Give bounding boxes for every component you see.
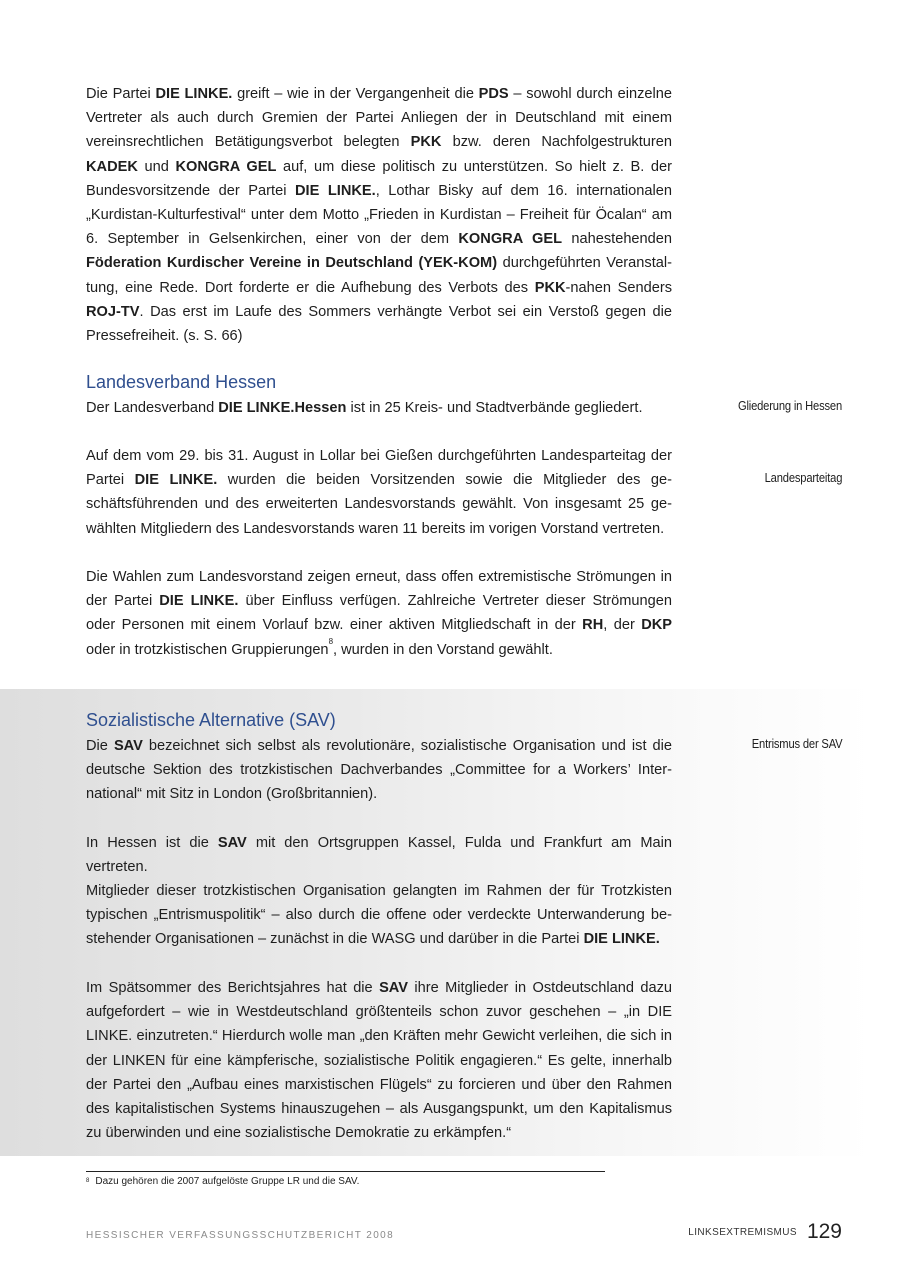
text-run: In Hessen ist die <box>86 835 218 851</box>
intro-paragraph <box>86 82 672 348</box>
bold-term: DIE LINKE. <box>155 86 233 102</box>
text-run: Die Wahlen zum Landesvorstand zeigen erneut, dass offen extremistische Strömungen in der Partei <box>86 569 672 610</box>
text-run: wurden die beiden Vorsitzenden sowie die Mitglieder des geschäftsführenden und des erweiterten Landesvorstands gewählt. Von insgesamt 25 gewählten Mitgliedern des Landesvorstands waren 11 bereits im vorigen Vorstand vertreten. <box>86 472 673 537</box>
bold-term: SAV <box>379 980 408 996</box>
footnote-divider <box>86 1171 605 1172</box>
footnote-reference: 8 <box>328 636 334 646</box>
bold-term: PKK <box>534 279 566 296</box>
text-run: Im Spätsommer des Berichtsjahres hat die <box>86 980 380 996</box>
heading-sav: Sozialistische Alternative (SAV) <box>86 710 336 730</box>
bold-term: SAV <box>217 835 247 851</box>
bold-term: Föderation Kurdischer Vereine in Deutschland (YEK-KOM) <box>86 255 498 272</box>
sav-paragraph-4 <box>86 976 672 1145</box>
bold-term: DKP <box>641 617 673 634</box>
text-run: Der Landesverband <box>86 400 219 416</box>
text-run: und <box>137 158 176 175</box>
text-run: nahestehenden <box>562 231 673 248</box>
bold-term: DIE LINKE.Hessen <box>218 400 347 416</box>
text-run: über Einfluss verfügen. Zahlreiche Vertreter dieser Strömungen oder Personen mit einem Vorlauf bzw. einer aktiven Mitgliedschaft in der <box>86 593 673 634</box>
text-run: Auf dem vom 29. bis 31. August in Lollar bei Gießen durchgeführten Landesparteitag der Partei <box>86 448 672 489</box>
text-run: – sowohl durch einzelne Vertreter als auch durch Gremien der Partei Anliegen der in Deutschland mit einem vereinsrechtlichen Betätigungsverbot belegten <box>86 86 672 151</box>
text-run: Die <box>86 738 114 754</box>
footnote-text: Dazu gehören die 2007 aufgelöste Gruppe LR und die SAV. <box>95 1176 360 1187</box>
footnote-number: 8 <box>86 1178 90 1184</box>
bold-term: RH <box>582 617 604 634</box>
text-run: , Lothar Bisky auf dem 16. internationalen „Kurdistan-Kulturfestival“ unter dem Motto „Frieden in Kurdistan – Freiheit für Öcalan“ am 6. September in Gelsenkirchen, einer von der dem <box>86 182 672 248</box>
text-run: oder in trotzkistischen Gruppierungen <box>86 641 329 658</box>
text-run: greift – wie in der Vergangenheit die <box>232 86 479 102</box>
sav-paragraph-2 <box>86 831 672 879</box>
bold-term: ROJ-TV <box>86 303 140 320</box>
hessen-paragraph-2 <box>86 444 672 541</box>
text-run: Mitglieder dieser trotzkistischen Organisation gelangten im Rahmen der für Trotzkisten typischen „Entrismuspolitik“ – also durch die offene oder verdeckte Unterwanderung bestehender Organisationen – zunächst in die WASG und darüber in die Partei <box>86 883 672 948</box>
text-run: ihre Mitglieder in Ostdeutschland dazu aufgefordert – wie in Westdeutschland größtenteils schon zuvor geschehen – „in DIE LINKE. einzutreten.“ Hierdurch wolle man „den Kräften mehr Gewicht verleihen, die sich in der LINKEN für eine kämpferische, sozialistische Politik engagieren.“ Es gelte, innerhalb der Partei den „Aufbau eines marxistischen Flügels“ zu forcieren und über den Rahmen des kapitalistischen Systems hinauszugehen – als Ausgangspunkt, um den Kapitalismus zu überwinden und eine sozialistische Demokratie zu erkämpfen.“ <box>86 980 672 1142</box>
footer-section: LINKSEXTREMISMUS <box>688 1227 797 1238</box>
hessen-paragraph-3-tail: , wurden in den Vorstand gewählt. <box>333 641 553 658</box>
text-run: durchgeführten Veranstaltung, eine Rede. Dort forderte er die Aufhebung des Verbots des <box>86 255 672 296</box>
text-run: , der <box>603 617 642 634</box>
bold-term: DIE LINKE. <box>294 182 376 199</box>
footer-publication: HESSISCHER VERFASSUNGSSCHUTZBERICHT 2008 <box>86 1230 395 1241</box>
bold-term: PKK <box>410 134 442 151</box>
footnote <box>86 1175 359 1188</box>
bold-term: KONGRA GEL <box>458 231 563 248</box>
bold-term: KADEK <box>86 158 138 175</box>
bold-term: DIE LINKE. <box>134 472 218 489</box>
heading-landesverband-hessen: Landesverband Hessen <box>86 372 277 392</box>
bold-term: DIE LINKE. <box>583 931 660 948</box>
page-number: 129 <box>806 1220 842 1243</box>
bold-term: DIE LINKE. <box>159 593 239 610</box>
text-run: auf, um diese politisch zu unterstützen. So hielt z. B. der Bundesvorsitzende der Partei <box>86 158 672 199</box>
text-run: ist in 25 Kreis- und Stadtverbände gegliedert. <box>346 400 643 416</box>
text-run: Die Partei <box>86 86 156 102</box>
text-run: bzw. deren Nachfolgestrukturen <box>441 134 672 151</box>
bold-term: KONGRA GEL <box>175 158 277 175</box>
side-note-gliederung: Gliederung in Hessen <box>737 398 842 413</box>
bold-term: PDS <box>478 86 509 102</box>
bold-term: SAV <box>113 738 143 754</box>
sav-paragraph-1 <box>86 734 672 807</box>
text-run: -nahen Senders <box>565 279 672 296</box>
side-note-entrismus: Entrismus der SAV <box>751 736 842 751</box>
side-note-landesparteitag: Landesparteitag <box>764 470 842 485</box>
sav-paragraph-3 <box>86 879 672 952</box>
hessen-paragraph-3 <box>86 565 672 662</box>
text-run: bezeichnet sich selbst als revolutionäre, sozialistische Organisation und ist die deutsche Sektion des trotzkistischen Dachverbandes „Committee for a Workers’ International“ mit Sitz in London (Großbritannien). <box>86 738 673 803</box>
hessen-paragraph-1 <box>86 396 672 420</box>
footer-right <box>688 1220 842 1244</box>
text-run: mit den Ortsgruppen Kassel, Fulda und Frankfurt am Main vertreten. <box>86 835 673 876</box>
text-run: . Das erst im Laufe des Sommers verhängte Verbot sei ein Verstoß gegen die Pressefreiheit. (s. S. 66) <box>86 303 672 345</box>
